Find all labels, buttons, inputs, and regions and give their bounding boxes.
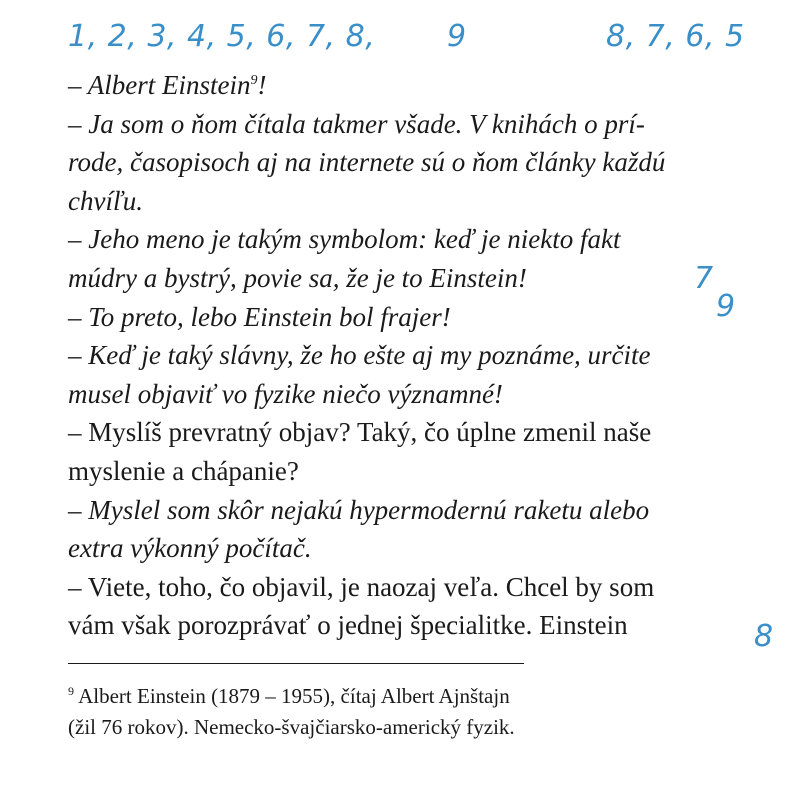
dialogue-line-text: – Albert Einstein: [68, 70, 251, 100]
dialogue-line: myslenie a chápanie?: [68, 455, 299, 486]
dialogue-line: múdry a bystrý, povie sa, že je to Einstein!: [68, 262, 527, 293]
handwritten-annotation-top-middle: 9: [447, 19, 467, 54]
footnote-divider: [68, 663, 524, 664]
footnote: [68, 681, 708, 743]
dialogue-line: – Myslíš prevratný objav? Taký, čo úplne zmenil naše: [68, 417, 652, 448]
handwritten-annotation-top-left: 1, 2, 3, 4, 5, 6, 7, 8,: [68, 19, 376, 54]
footnote-line-text: Albert Einstein (1879 – 1955), čítaj Albert Ajnštajn: [74, 684, 510, 708]
handwritten-annotation-side-7: 7: [694, 261, 714, 296]
dialogue-line: extra výkonný počítač.: [68, 533, 312, 564]
dialogue-line: rode, časopisoch aj na internete sú o ňom články každú: [68, 147, 666, 178]
dialogue-line-end: !: [257, 70, 267, 100]
dialogue-line: – Jeho meno je takým symbolom: keď je niekto fakt: [68, 224, 621, 255]
footnote-line: (žil 76 rokov). Nemecko-švajčiarsko-americký fyzik.: [68, 715, 515, 739]
handwritten-annotation-top-right: 8, 7, 6, 5: [606, 19, 745, 54]
dialogue-line: chvíľu.: [68, 185, 144, 216]
footnote-reference: 9: [250, 73, 258, 88]
dialogue-line: – Keď je taký slávny, že ho ešte aj my poznáme, určite: [68, 340, 651, 371]
dialogue-line: vám však porozprávať o jednej špecialitke. Einstein: [68, 610, 628, 641]
handwritten-annotation-side-9: 9: [716, 289, 736, 324]
dialogue-line: musel objaviť vo fyzike niečo významné!: [68, 378, 503, 409]
dialogue-line: – Myslel som skôr nejakú hypermodernú raketu alebo: [68, 494, 650, 525]
dialogue-text: [68, 66, 708, 645]
footnote-marker: 9: [68, 684, 74, 698]
dialogue-line: [68, 66, 708, 105]
handwritten-annotation-side-8: 8: [754, 619, 774, 654]
dialogue-line: – Ja som o ňom čítala takmer všade. V knihách o prí-: [68, 108, 645, 139]
footnote-line: [68, 681, 708, 712]
dialogue-line: – To preto, lebo Einstein bol frajer!: [68, 301, 451, 332]
dialogue-line: – Viete, toho, čo objavil, je naozaj veľa. Chcel by som: [68, 571, 655, 602]
